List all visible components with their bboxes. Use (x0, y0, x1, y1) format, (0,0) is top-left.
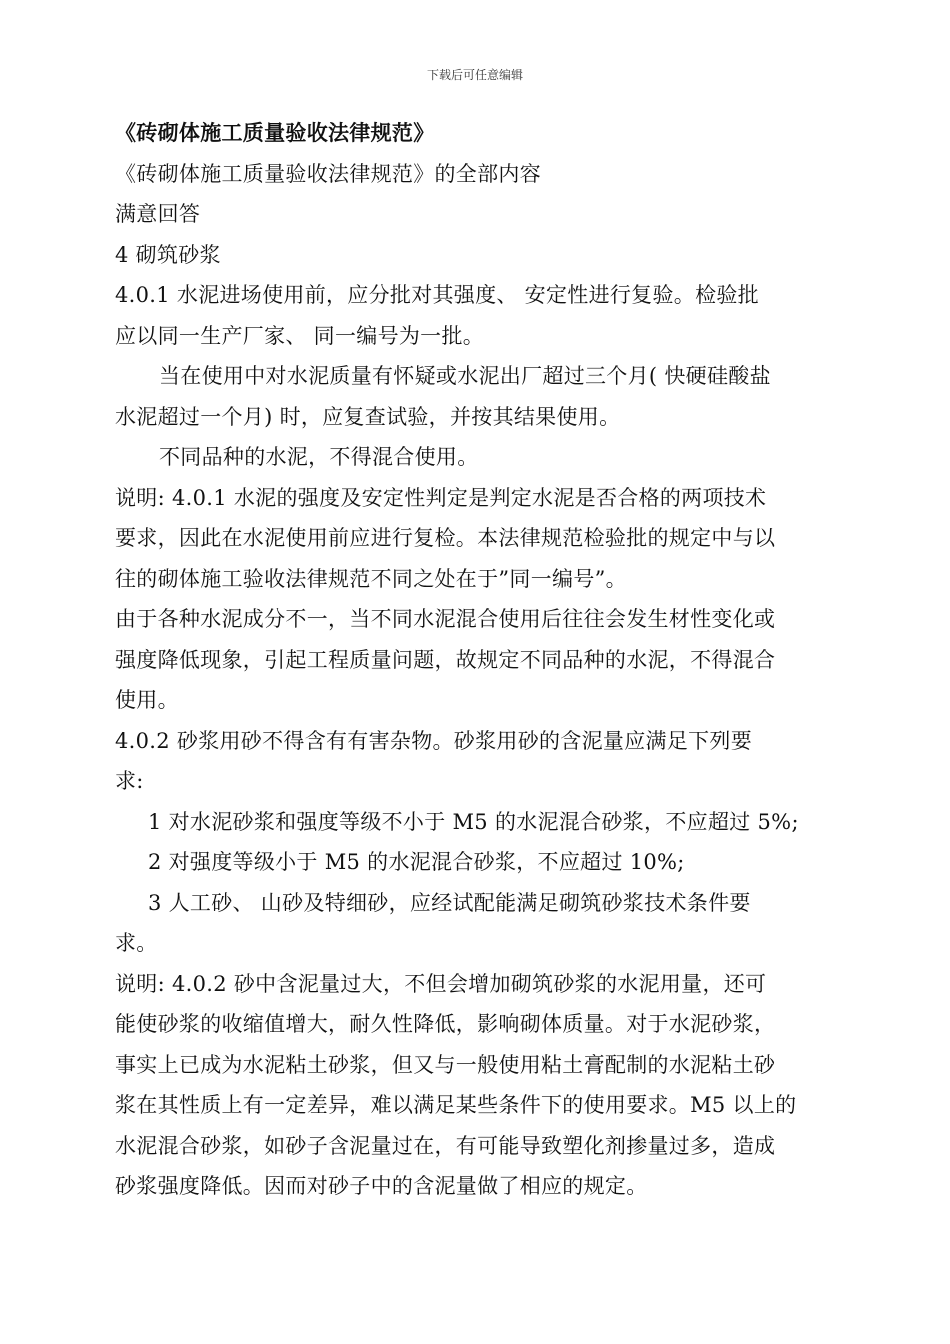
text-line: 由于各种水泥成分不一，当不同水泥混合使用后往往会发生材性变化或 (115, 607, 776, 631)
text-line: 强度降低现象，引起工程质量问题，故规定不同品种的水泥，不得混合 (115, 647, 776, 672)
text-line: 往的砌体施工验收法律规范不同之处在于”同一编号”。 (115, 566, 627, 591)
text-line: 1 对水泥砂浆和强度等级不小于 M5 的水泥混合砂浆，不应超过 5%; (148, 809, 799, 834)
header-note: 下载后可任意编辑 (426, 68, 523, 82)
text-line: 说明: 4.0.2 砂中含泥量过大，不但会增加砌筑砂浆的水泥用量，还可 (115, 971, 767, 996)
text-line: 4.0.1 水泥进场使用前，应分批对其强度、 安定性进行复验。检验批 (115, 283, 759, 307)
document-lines (115, 154, 837, 1207)
text-line: 满意回答 (115, 202, 201, 226)
text-line: 使用。 (115, 688, 179, 712)
text-line: 3 人工砂、 山砂及特细砂，应经试配能满足砌筑砂浆技术条件要 (148, 890, 751, 915)
text-line: 应以同一生产厂家、 同一编号为一批。 (115, 323, 485, 348)
text-line: 浆在其性质上有一定差异，难以满足某些条件下的使用要求。M5 以上的 (115, 1093, 797, 1117)
text-line: 事实上已成为水泥粘土砂浆，但又与一般使用粘土膏配制的水泥粘土砂 (115, 1052, 776, 1077)
text-line: 不同品种的水泥，不得混合使用。 (159, 445, 479, 469)
text-line: 4.0.2 砂浆用砂不得含有有害杂物。砂浆用砂的含泥量应满足下列要 (115, 728, 753, 753)
text-line: 4 砌筑砂浆 (115, 242, 221, 267)
text-line: 《砖砌体施工质量验收法律规范》的全部内容 (115, 161, 541, 186)
text-line: 水泥超过一个月) 时，应复查试验，并按其结果使用。 (115, 404, 621, 429)
text-line: 求。 (115, 931, 158, 955)
text-line: 求: (115, 769, 144, 793)
text-line: 当在使用中对水泥质量有怀疑或水泥出厂超过三个月( 快硬硅酸盐 (159, 364, 771, 388)
text-line: 砂浆强度降低。因而对砂子中的含泥量做了相应的规定。 (115, 1174, 648, 1198)
text-line: 水泥混合砂浆，如砂子含泥量过在，有可能导致塑化剂掺量过多，造成 (115, 1133, 776, 1158)
text-line: 要求，因此在水泥使用前应进行复检。本法律规范检验批的规定中与以 (115, 526, 776, 550)
document-title: 《砖砌体施工质量验收法律规范》 (115, 120, 435, 145)
text-line: 说明: 4.0.1 水泥的强度及安定性判定是判定水泥是否合格的两项技术 (115, 485, 767, 510)
text-line: 能使砂浆的收缩值增大，耐久性降低，影响砌体质量。对于水泥砂浆， (115, 1012, 776, 1036)
text-line: 2 对强度等级小于 M5 的水泥混合砂浆，不应超过 10%; (148, 850, 685, 874)
document-body (115, 113, 837, 1207)
